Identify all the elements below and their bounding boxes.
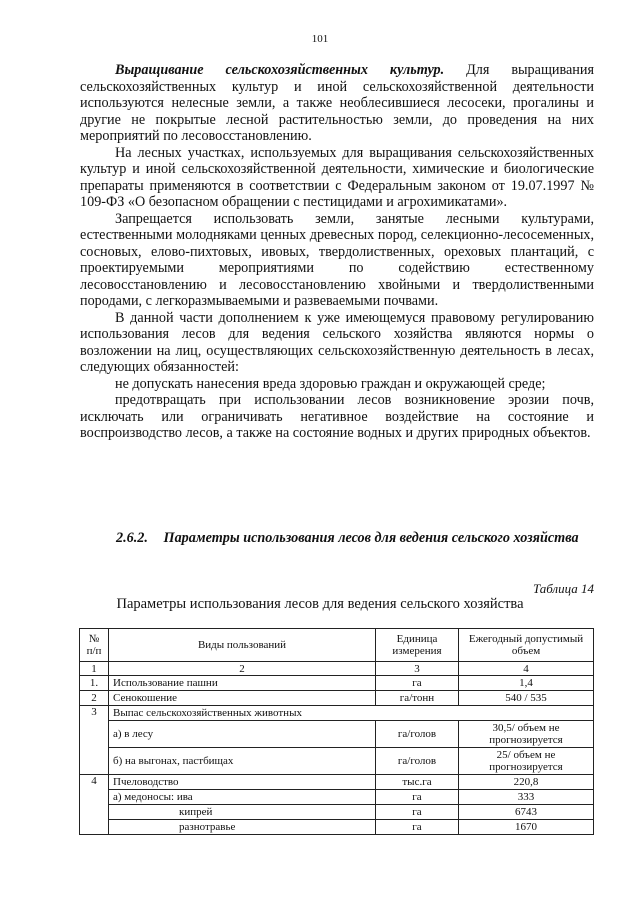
table-label: Таблица 14 [532, 581, 594, 596]
row-volume: 6743 [459, 805, 594, 820]
table-colnum-row [80, 662, 594, 676]
paragraph-1-text: Для выращивания сельскохозяйственных культур и иной сельскохозяйственной деятельности используются нелесные земли, а также необлесившиеся лесосеки, прогалины и другие не покрытые лесной растительностью земли, до проведения на них мероприятий по лесовосстановлению. [80, 62, 594, 144]
paragraph-4: В данной части дополнением к уже имеющемуся правовому регулированию использования лесов для ведения сельского хозяйства являются нормы о возложении на лиц, осуществляющих сельскохозяйственную деятельность в лесах, следующих обязанностей: [80, 309, 594, 375]
row-unit: га/тонн [376, 691, 459, 706]
row-volume: 1,4 [459, 676, 594, 691]
row-volume: 540 / 535 [459, 691, 594, 706]
row-number: 4 [80, 775, 109, 835]
paragraph-6: предотвращать при использовании лесов возникновение эрозии почв, исключать или ограничивать негативное воздействие на состояние и воспроизводство лесов, а также на состояние водных и других природных объектов. [80, 392, 594, 441]
paragraph-2: На лесных участках, используемых для выращивания сельскохозяйственных культур и иной сельскохозяйственной деятельности, химические и биологические препараты применяются в соответствии с Федеральным законом от 19.07.1997 № 109-ФЗ «О безопасном обращении с пестицидами и агрохимикатами». [80, 144, 594, 210]
row-unit: га [376, 805, 459, 820]
table-title: Параметры использования лесов для ведения сельского хозяйства [116, 596, 524, 612]
row-number: 2 [80, 691, 109, 706]
row-usage-type: а) медоносы: ива [109, 790, 376, 805]
row-volume: 333 [459, 790, 594, 805]
paragraph-1 [80, 62, 594, 145]
table-header-row [80, 629, 594, 662]
row-usage-type: а) в лесу [109, 721, 376, 748]
row-usage-type: Пчеловодство [109, 775, 376, 790]
row-unit: га [376, 676, 459, 691]
parameters-table [79, 628, 594, 835]
row-usage-type: разнотравье [109, 820, 376, 835]
table-row [80, 721, 594, 748]
colnum-2: 2 [109, 662, 376, 676]
section-heading [116, 530, 594, 547]
row-unit: га [376, 790, 459, 805]
row-usage-type: б) на выгонах, пастбищах [109, 748, 376, 775]
table-row [80, 790, 594, 805]
table-row [80, 820, 594, 835]
table-row [80, 676, 594, 691]
table-row [80, 691, 594, 706]
paragraph-3: Запрещается использовать земли, занятые лесными культурами, естественными молодняками ценных древесных пород, селекционно-лесосеменных, сосновых, елово-пихтовых, ивовых, твердолиственных, ореховых плантаций, с проектируемыми мероприятиями по содействию естественному лесовосстановлению и лесовосстановлению хвойными и твердолиственными породами, с легкоразмываемыми и развеваемыми почвами. [80, 210, 594, 309]
row-usage-type: Использование пашни [109, 676, 376, 691]
row-usage-type: Сенокошение [109, 691, 376, 706]
row-number: 1. [80, 676, 109, 691]
section-title: Параметры использования лесов для ведения сельского хозяйства [163, 530, 579, 546]
row-unit: га [376, 820, 459, 835]
table-row [80, 706, 594, 721]
header-unit: Единица измерения [376, 629, 459, 662]
row-volume: 1670 [459, 820, 594, 835]
page-number: 101 [311, 33, 329, 45]
row-number: 3 [80, 706, 109, 775]
paragraph-1-heading: Выращивание сельскохозяйственных культур. [115, 62, 445, 78]
paragraph-5: не допускать нанесения вреда здоровью граждан и окружающей среде; [115, 375, 546, 392]
body-text [80, 62, 594, 442]
colnum-3: 3 [376, 662, 459, 676]
row-volume: 25/ объем не прогнозируется [459, 748, 594, 775]
row-usage-type: кипрей [109, 805, 376, 820]
row-usage-type: Выпас сельскохозяйственных животных [109, 706, 594, 721]
header-volume: Ежегодный допустимый объем [459, 629, 594, 662]
table-row [80, 805, 594, 820]
table-row [80, 748, 594, 775]
table-row [80, 775, 594, 790]
header-number: № п/п [80, 629, 109, 662]
colnum-4: 4 [459, 662, 594, 676]
section-number: 2.6.2. [116, 530, 148, 546]
row-unit: тыс.га [376, 775, 459, 790]
row-volume: 30,5/ объем не прогнозируется [459, 721, 594, 748]
colnum-1: 1 [80, 662, 109, 676]
row-unit: га/голов [376, 748, 459, 775]
row-volume: 220,8 [459, 775, 594, 790]
row-unit: га/голов [376, 721, 459, 748]
header-usage-type: Виды пользований [109, 629, 376, 662]
